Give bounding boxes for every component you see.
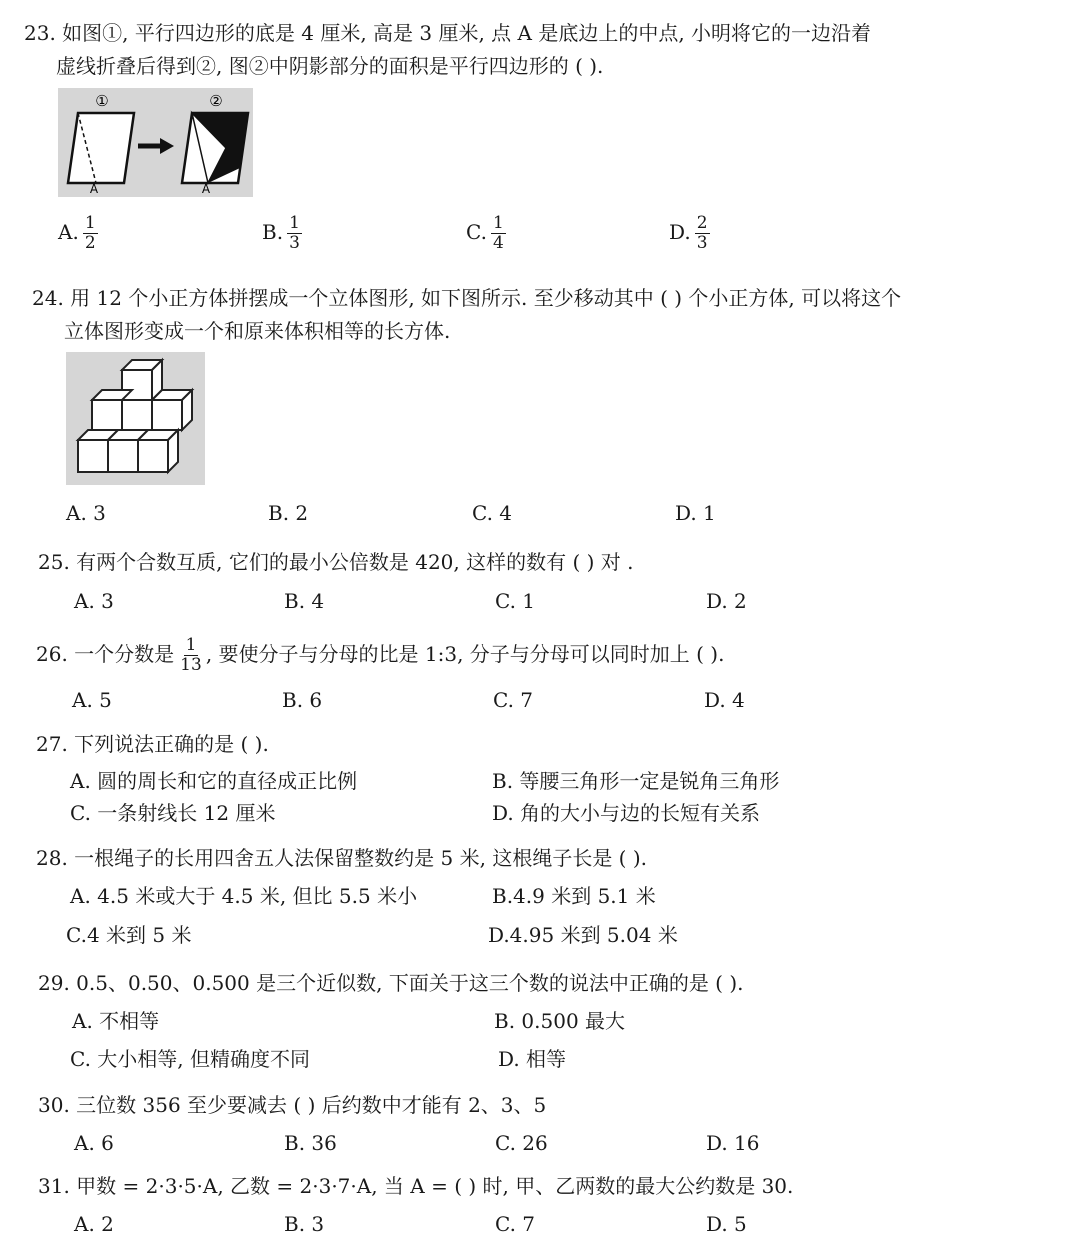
fraction: $\frac{2}{3}$ (696, 213, 708, 253)
cubes (78, 360, 192, 472)
q29-option-d[interactable]: D. 相等 (498, 1047, 567, 1071)
q24-option-b[interactable]: B. 2 (268, 501, 309, 525)
q25-option-a[interactable]: A. 3 (74, 589, 114, 613)
parallelogram-1 (68, 113, 134, 183)
q30-option-a[interactable]: A. 6 (74, 1131, 114, 1155)
q31-option-a[interactable]: A. 2 (74, 1212, 114, 1236)
q24-option-a[interactable]: A. 3 (66, 501, 106, 525)
q27-option-b[interactable]: B. 等腰三角形一定是锐角三角形 (492, 769, 780, 793)
q31-text: 31. 甲数 = 2·3·5·A, 乙数 = 2·3·7·A, 当 A = ( ) 时, 甲、乙两数的最大公约数是 30. (38, 1174, 794, 1198)
option-letter: C. (466, 220, 487, 244)
q27-option-c[interactable]: C. 一条射线长 12 厘米 (70, 801, 276, 825)
q23-option-a[interactable] (58, 214, 98, 253)
q29-text: 29. 0.5、0.50、0.500 是三个近似数, 下面关于这三个数的说法中正确的是 ( ). (38, 971, 744, 995)
q26-option-c[interactable]: C. 7 (493, 688, 534, 712)
point-a-label-1: A (89, 182, 99, 196)
fraction: $\frac{1}{2}$ (84, 213, 96, 253)
q24-option-d[interactable]: D. 1 (675, 501, 716, 525)
arrow-right-icon (160, 138, 174, 154)
point-a-label-2: A (201, 182, 211, 196)
option-letter: D. (669, 220, 691, 244)
q30-option-c[interactable]: C. 26 (495, 1131, 548, 1155)
q31-option-c[interactable]: C. 7 (495, 1212, 536, 1236)
option-letter: B. (262, 220, 284, 244)
q23-option-b[interactable] (262, 214, 302, 253)
q23-option-d[interactable] (669, 214, 710, 253)
q23-figure (58, 88, 253, 197)
q26-fraction: $\frac{1}{13}$ (180, 635, 202, 675)
q26-text-after: , 要使分子与分母的比是 1:3, 分子与分母可以同时加上 ( ). (205, 642, 725, 666)
q31-option-b[interactable]: B. 3 (284, 1212, 325, 1236)
q28-text: 28. 一根绳子的长用四舍五人法保留整数约是 5 米, 这根绳子长是 ( ). (36, 846, 647, 870)
q25-text: 25. 有两个合数互质, 它们的最小公倍数是 420, 这样的数有 ( ) 对 . (38, 550, 634, 574)
q28-option-a[interactable]: A. 4.5 米或大于 4.5 米, 但比 5.5 米小 (70, 884, 418, 908)
q26-text-before: 26. 一个分数是 (36, 642, 175, 666)
q27-option-a[interactable]: A. 圆的周长和它的直径成正比例 (70, 769, 358, 793)
q28-option-c[interactable]: C.4 米到 5 米 (66, 923, 192, 947)
cube-stack-figure (66, 352, 205, 485)
q25-option-c[interactable]: C. 1 (495, 589, 536, 613)
q24-option-c[interactable]: C. 4 (472, 501, 513, 525)
q27-text: 27. 下列说法正确的是 ( ). (36, 732, 269, 756)
q28-option-d[interactable]: D.4.95 米到 5.04 米 (488, 923, 678, 947)
q24-text-line2: 立体图形变成一个和原来体积相等的长方体. (64, 319, 451, 343)
fig2-label: ② (209, 92, 223, 110)
q29-option-c[interactable]: C. 大小相等, 但精确度不同 (70, 1047, 311, 1071)
q26-option-d[interactable]: D. 4 (704, 688, 745, 712)
q26-option-a[interactable]: A. 5 (72, 688, 112, 712)
fraction: $\frac{1}{4}$ (492, 213, 504, 253)
q30-option-d[interactable]: D. 16 (706, 1131, 760, 1155)
q24-figure (66, 352, 205, 485)
q26-option-b[interactable]: B. 6 (282, 688, 323, 712)
fraction: $\frac{1}{3}$ (289, 213, 300, 253)
q29-option-b[interactable]: B. 0.500 最大 (494, 1009, 626, 1033)
fig1-label: ① (95, 92, 109, 110)
q23-text-line2: 虚线折叠后得到②, 图②中阴影部分的面积是平行四边形的 ( ). (56, 54, 604, 78)
q23-text-line1: 23. 如图①, 平行四边形的底是 4 厘米, 高是 3 厘米, 点 A 是底边上的中点, 小明将它的一边沿着 (24, 21, 872, 45)
parallelogram-fold-figure (58, 88, 253, 197)
q25-option-b[interactable]: B. 4 (284, 589, 325, 613)
q31-option-d[interactable]: D. 5 (706, 1212, 747, 1236)
q28-option-b[interactable]: B.4.9 米到 5.1 米 (492, 884, 656, 908)
q26-text (36, 636, 724, 675)
option-letter: A. (58, 220, 79, 244)
q23-option-c[interactable] (466, 214, 506, 253)
q30-option-b[interactable]: B. 36 (284, 1131, 337, 1155)
q29-option-a[interactable]: A. 不相等 (72, 1009, 160, 1033)
q25-option-d[interactable]: D. 2 (706, 589, 747, 613)
q30-text: 30. 三位数 356 至少要减去 ( ) 后约数中才能有 2、3、5 (38, 1093, 547, 1117)
q24-text-line1: 24. 用 12 个小正方体拼摆成一个立体图形, 如下图所示. 至少移动其中 ( ) 个小正方体, 可以将这个 (32, 286, 902, 310)
q27-option-d[interactable]: D. 角的大小与边的长短有关系 (492, 801, 761, 825)
